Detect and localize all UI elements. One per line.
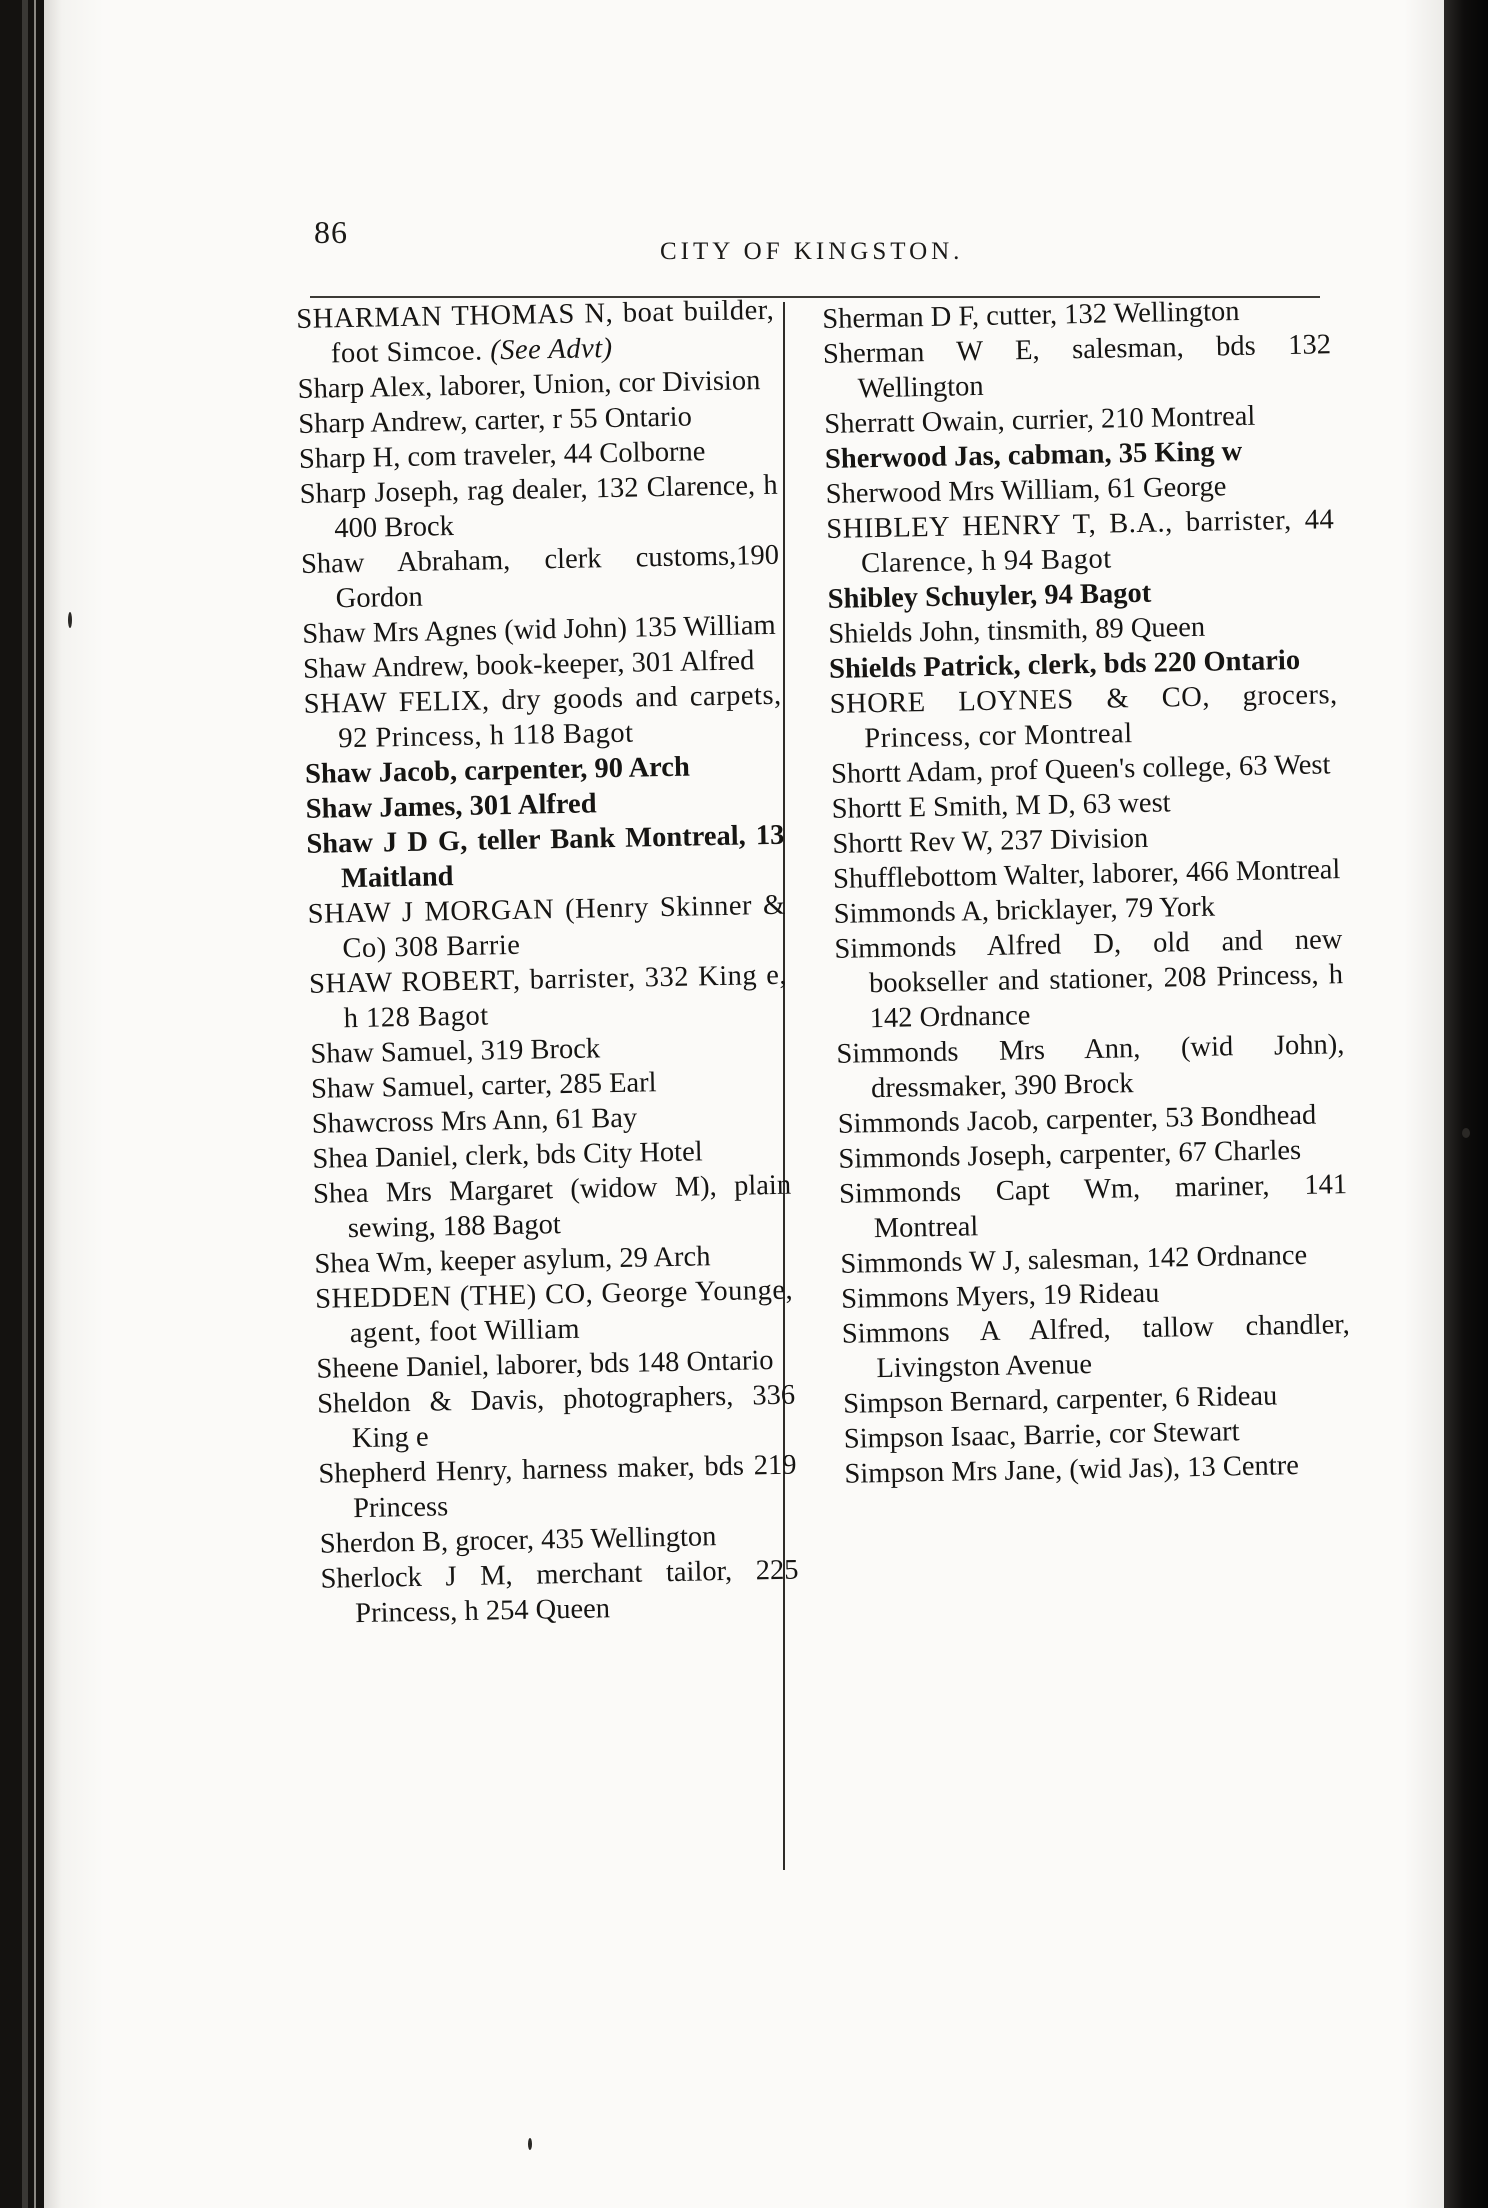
- entry-text: Shortt Adam, prof Queen's college, 63 West: [830, 749, 1331, 790]
- directory-entry: [834, 922, 1344, 1037]
- entry-text: Shawcross Mrs Ann, 61 Bay: [311, 1102, 638, 1140]
- entry-text: Simmonds Joseph, carpenter, 67 Charles: [838, 1134, 1302, 1175]
- directory-entry: [301, 538, 780, 617]
- ink-speck: [68, 612, 72, 628]
- entry-text: SHEDDEN (THE) CO, George Younge, agent, foot William: [314, 1274, 794, 1350]
- entry-text: Sherdon B, grocer, 435 Wellington: [319, 1521, 717, 1560]
- directory-entry: [299, 468, 778, 547]
- directory-entry: [317, 1378, 796, 1457]
- entry-text: SHARMAN THOMAS N, boat builder, foot Simcoe.: [296, 294, 775, 370]
- entry-text: SHORE LOYNES & CO, grocers, Princess, cor Montreal: [829, 679, 1338, 755]
- entry-text: Shortt Rev W, 237 Division: [832, 822, 1149, 860]
- entry-text: Shea Daniel, clerk, bds City Hotel: [312, 1136, 703, 1175]
- entry-text: Shields Patrick, clerk, bds 220 Ontario: [828, 644, 1301, 685]
- entry-text: SHAW J MORGAN (Henry Skinner & Co) 308 Barrie: [307, 889, 786, 965]
- entry-text: Simmonds Mrs Ann, (wid John), dressmaker, 390 Brock: [836, 1029, 1345, 1105]
- left-column: [296, 293, 799, 1632]
- directory-entry: [306, 818, 785, 897]
- entry-text: Sheldon & Davis, photographers, 336 King e: [316, 1379, 796, 1455]
- entry-text: Sherman D F, cutter, 132 Wellington: [822, 295, 1240, 335]
- entry-text: Simpson Bernard, carpenter, 6 Rideau: [842, 1380, 1278, 1420]
- directory-entry: [318, 1448, 797, 1527]
- entry-text: Shibley Schuyler, 94 Bagot: [827, 577, 1152, 615]
- directory-entry: [315, 1273, 794, 1352]
- entry-text: Shaw Abraham, clerk customs,190 Gordon: [300, 539, 780, 615]
- entry-text: Sharp Andrew, carter, r 55 Ontario: [298, 401, 693, 440]
- entry-text: SHAW ROBERT, barrister, 332 King e, h 128 Bagot: [308, 959, 788, 1035]
- entry-text: Simmons Myers, 19 Rideau: [840, 1277, 1160, 1315]
- entry-text: Simpson Mrs Jane, (wid Jas), 13 Centre: [844, 1450, 1300, 1490]
- entry-text: SHAW FELIX, dry goods and carpets, 92 Princess, h 118 Bagot: [303, 679, 782, 755]
- entry-text: Sheene Daniel, laborer, bds 148 Ontario: [316, 1345, 774, 1385]
- entry-text: Sherratt Owain, currier, 210 Montreal: [824, 400, 1256, 440]
- directory-entry: [309, 958, 788, 1037]
- directory-entry: [296, 293, 775, 372]
- entry-text: Sharp Alex, laborer, Union, cor Division: [297, 365, 761, 405]
- page-right-edge: [1444, 0, 1488, 2208]
- entry-text: Shaw Jacob, carpenter, 90 Arch: [304, 751, 691, 790]
- entry-text: Shields John, tinsmith, 89 Queen: [828, 611, 1206, 650]
- entry-text: Shaw Samuel, 319 Brock: [310, 1033, 601, 1070]
- entry-text: Simmonds W J, salesman, 142 Ordnance: [840, 1239, 1308, 1280]
- entry-text: Sherwood Mrs William, 61 George: [825, 471, 1227, 510]
- entry-text: Shaw J D G, teller Bank Montreal, 13 Maitland: [306, 819, 785, 895]
- entry-text: Shaw James, 301 Alfred: [305, 788, 597, 825]
- entry-text: Sharp Joseph, rag dealer, 132 Clarence, h 400 Brock: [299, 469, 778, 545]
- entry-text: Simmonds Jacob, carpenter, 53 Bondhead: [837, 1099, 1317, 1140]
- entry-text: Sherman W E, salesman, bds 132 Wellington: [822, 329, 1332, 405]
- directory-entry: [313, 1168, 792, 1247]
- entry-text: Shaw Samuel, carter, 285 Earl: [310, 1067, 657, 1105]
- entry-text: Simpson Isaac, Barrie, cor Stewart: [843, 1416, 1240, 1455]
- directory-entry: [839, 1167, 1348, 1247]
- right-column: [822, 292, 1353, 1492]
- directory-entry: [826, 502, 1335, 582]
- directory-entry: [303, 678, 782, 757]
- directory-entry: [836, 1027, 1345, 1107]
- entry-text: Sherwood Jas, cabman, 35 King w: [824, 435, 1243, 475]
- entry-text: Shufflebottom Walter, laborer, 466 Montreal: [832, 854, 1341, 895]
- directory-entry: [841, 1307, 1350, 1387]
- entry-text: Shea Mrs Margaret (widow M), plain sewing, 188 Bagot: [312, 1169, 792, 1245]
- running-head: CITY OF KINGSTON.: [660, 238, 964, 265]
- entry-text: Simmonds Capt Wm, mariner, 141 Montreal: [838, 1169, 1348, 1245]
- book-spine-shadow: [34, 0, 36, 2208]
- entry-text: Sharp H, com traveler, 44 Colborne: [298, 436, 706, 475]
- entry-text: Shaw Mrs Agnes (wid John) 135 William: [302, 609, 776, 650]
- entry-text: Shaw Andrew, book-keeper, 301 Alfred: [302, 645, 755, 685]
- ink-speck: [1462, 1128, 1470, 1138]
- directory-entry: [307, 888, 786, 967]
- page-number: 86: [314, 214, 348, 250]
- entry-text: Sherlock J M, merchant tailor, 225 Princess, h 254 Queen: [320, 1554, 799, 1630]
- entry-text: Simmonds Alfred D, old and new bookseller and stationer, 208 Princess, h 142 Ordnance: [834, 924, 1344, 1035]
- entry-text: Simmonds A, bricklayer, 79 York: [833, 891, 1216, 930]
- entry-text: Shepherd Henry, harness maker, bds 219 Princess: [318, 1449, 797, 1525]
- directory-entry: [829, 677, 1338, 757]
- entry-text: Shea Wm, keeper asylum, 29 Arch: [314, 1241, 711, 1280]
- book-spine-edge: [22, 0, 28, 2208]
- advert-note: (See Advt): [489, 332, 613, 367]
- entry-text: SHIBLEY HENRY T, B.A., barrister, 44 Clarence, h 94 Bagot: [826, 504, 1335, 580]
- ink-speck: [528, 2138, 532, 2150]
- entry-text: Simmons A Alfred, tallow chandler, Livingston Avenue: [841, 1309, 1351, 1385]
- directory-entry: [320, 1553, 799, 1632]
- entry-text: Shortt E Smith, M D, 63 west: [831, 787, 1171, 825]
- directory-entry: [823, 327, 1332, 407]
